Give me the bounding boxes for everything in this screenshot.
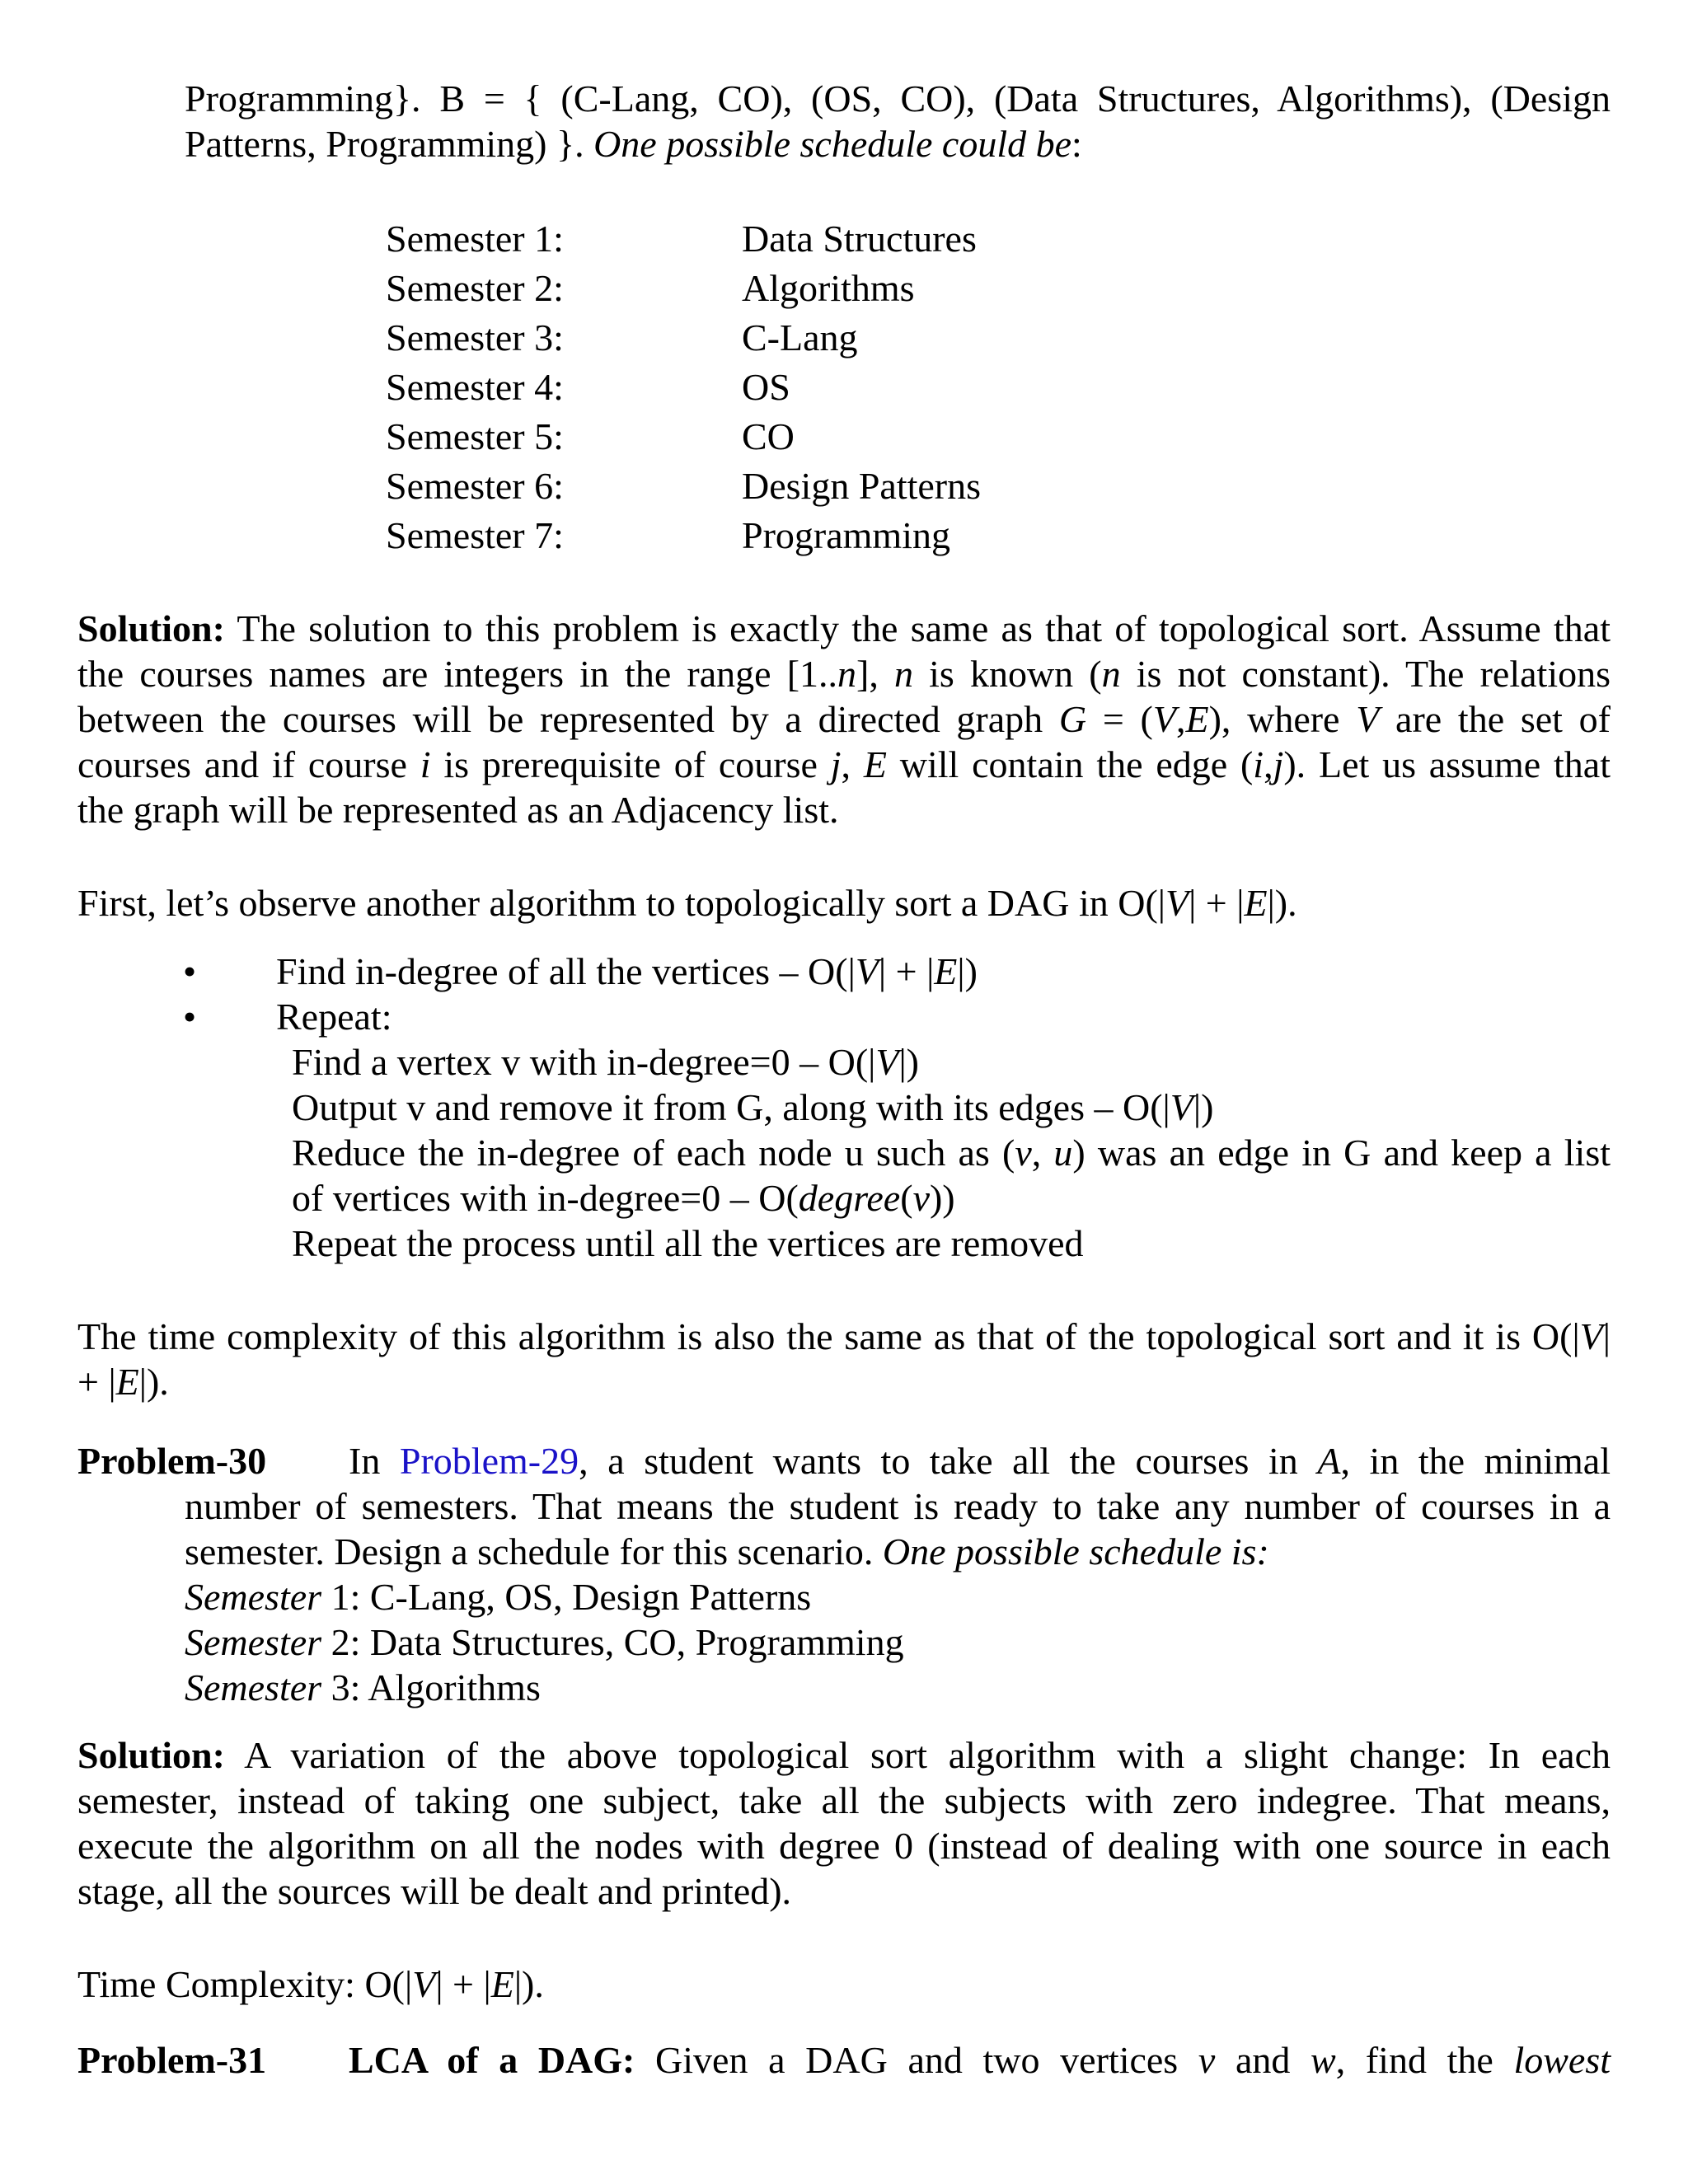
problem-30-label: Problem-30	[77, 1440, 267, 1482]
complexity-paragraph	[77, 1314, 1611, 1404]
problem-31-title: LCA of a DAG:	[349, 2039, 635, 2081]
intro-line-1: Programming}. B = { (C-Lang, CO), (OS, CO), (Data Structures, Algorithms), (Design	[185, 77, 1611, 120]
solution-29-line-4: courses and if course i is prerequisite of course j, E will contain the edge (i,j). Let us assume that	[77, 743, 1611, 785]
schedule-semester-label: Semester 5:	[386, 415, 564, 457]
algorithm-step-2: Repeat:	[276, 996, 392, 1038]
schedule-course-name: OS	[742, 366, 790, 408]
problem-31-label: Problem-31	[77, 2039, 267, 2081]
algorithm-substep-3-cont: of vertices with in-degree=0 – O(degree(v))	[292, 1177, 955, 1219]
problem-30-line-3: semester. Design a schedule for this scenario. One possible schedule is:	[185, 1530, 1269, 1572]
problem-31	[0, 2037, 1688, 2087]
schedule-course-name: Algorithms	[742, 267, 915, 309]
schedule-semester-label: Semester 3:	[386, 316, 564, 359]
algorithm-step-1: Find in-degree of all the vertices – O(|V| + |E|)	[276, 950, 978, 992]
problem-30-semester-3: Semester 3: Algorithms	[185, 1666, 541, 1708]
algorithm-substep-1: Find a vertex v with in-degree=0 – O(|V|)	[292, 1041, 919, 1083]
schedule-course-name: Data Structures	[742, 218, 977, 260]
solution-29-line-5: the graph will be represented as an Adjacency list.	[77, 789, 839, 831]
intro-line-2: Patterns, Programming) }. One possible schedule could be:	[185, 123, 1082, 165]
schedule-course-name: Programming	[742, 514, 950, 556]
solution-29-line-2: the courses names are integers in the range [1..n], n is known (n is not constant). The relations	[77, 653, 1611, 695]
algorithm-list	[0, 949, 1688, 1278]
complexity-line-1: The time complexity of this algorithm is also the same as that of the topological sort and it is O(|V|	[77, 1315, 1611, 1357]
schedule-semester-label: Semester 7:	[386, 514, 564, 556]
algorithm-substep-3: Reduce the in-degree of each node u such as (v, u) was an edge in G and keep a list	[292, 1132, 1611, 1174]
problem-30-semester-1: Semester 1: C-Lang, OS, Design Patterns	[185, 1576, 812, 1618]
problem-31-line-1: LCA of a DAG: Given a DAG and two vertices v and w, find the lowest	[349, 2039, 1611, 2081]
problem-30-semester-2: Semester 2: Data Structures, CO, Programming	[185, 1621, 904, 1663]
observe-line: First, let’s observe another algorithm to topologically sort a DAG in O(|V| + |E|).	[77, 882, 1297, 924]
schedule-course-name: CO	[742, 415, 795, 457]
schedule-table	[0, 0, 1688, 577]
algorithm-substep-4: Repeat the process until all the vertices are removed	[292, 1222, 1084, 1264]
schedule-course-name: Design Patterns	[742, 465, 982, 507]
solution-29-line-1: Solution: The solution to this problem is exactly the same as that of topological sort. Assume that	[77, 607, 1611, 649]
bullet-1: •	[183, 950, 197, 992]
solution-30-line-1: Solution: A variation of the above topological sort algorithm with a slight change: In each	[77, 1734, 1611, 1776]
solution-30-line-3: execute the algorithm on all the nodes with degree 0 (instead of dealing with one source in each	[77, 1825, 1611, 1867]
schedule-course-name: C-Lang	[742, 316, 858, 359]
problem-30-line-2: number of semesters. That means the student is ready to take any number of courses in a	[185, 1485, 1611, 1527]
solution-30-line-4: stage, all the sources will be dealt and printed).	[77, 1870, 792, 1912]
solution-29-line-3: between the courses will be represented by a directed graph G = (V,E), where V are the set of	[77, 698, 1611, 740]
problem-30-line-1: In Problem-29, a student wants to take all the courses in A, in the minimal	[349, 1440, 1611, 1482]
bullet-2: •	[183, 996, 197, 1038]
algorithm-substep-2: Output v and remove it from G, along with its edges – O(|V|)	[292, 1086, 1214, 1128]
schedule-semester-label: Semester 6:	[386, 465, 564, 507]
solution-29-paragraph	[77, 606, 1611, 832]
schedule-semester-label: Semester 1:	[386, 218, 564, 260]
schedule-semester-label: Semester 2:	[386, 267, 564, 309]
problem-29-link[interactable]: Problem-29	[399, 1440, 579, 1482]
complexity-line-2: + |E|).	[77, 1361, 169, 1403]
schedule-semester-label: Semester 4:	[386, 366, 564, 408]
solution-label: Solution:	[77, 1734, 225, 1776]
solution-30-paragraph	[77, 1732, 1611, 1914]
time-complexity-line: Time Complexity: O(|V| + |E|).	[77, 1963, 544, 2005]
problem-30	[0, 1438, 1688, 1718]
solution-label: Solution:	[77, 607, 225, 649]
solution-30-line-2: semester, instead of taking one subject, take all the subjects with zero indegree. That means,	[77, 1779, 1611, 1821]
